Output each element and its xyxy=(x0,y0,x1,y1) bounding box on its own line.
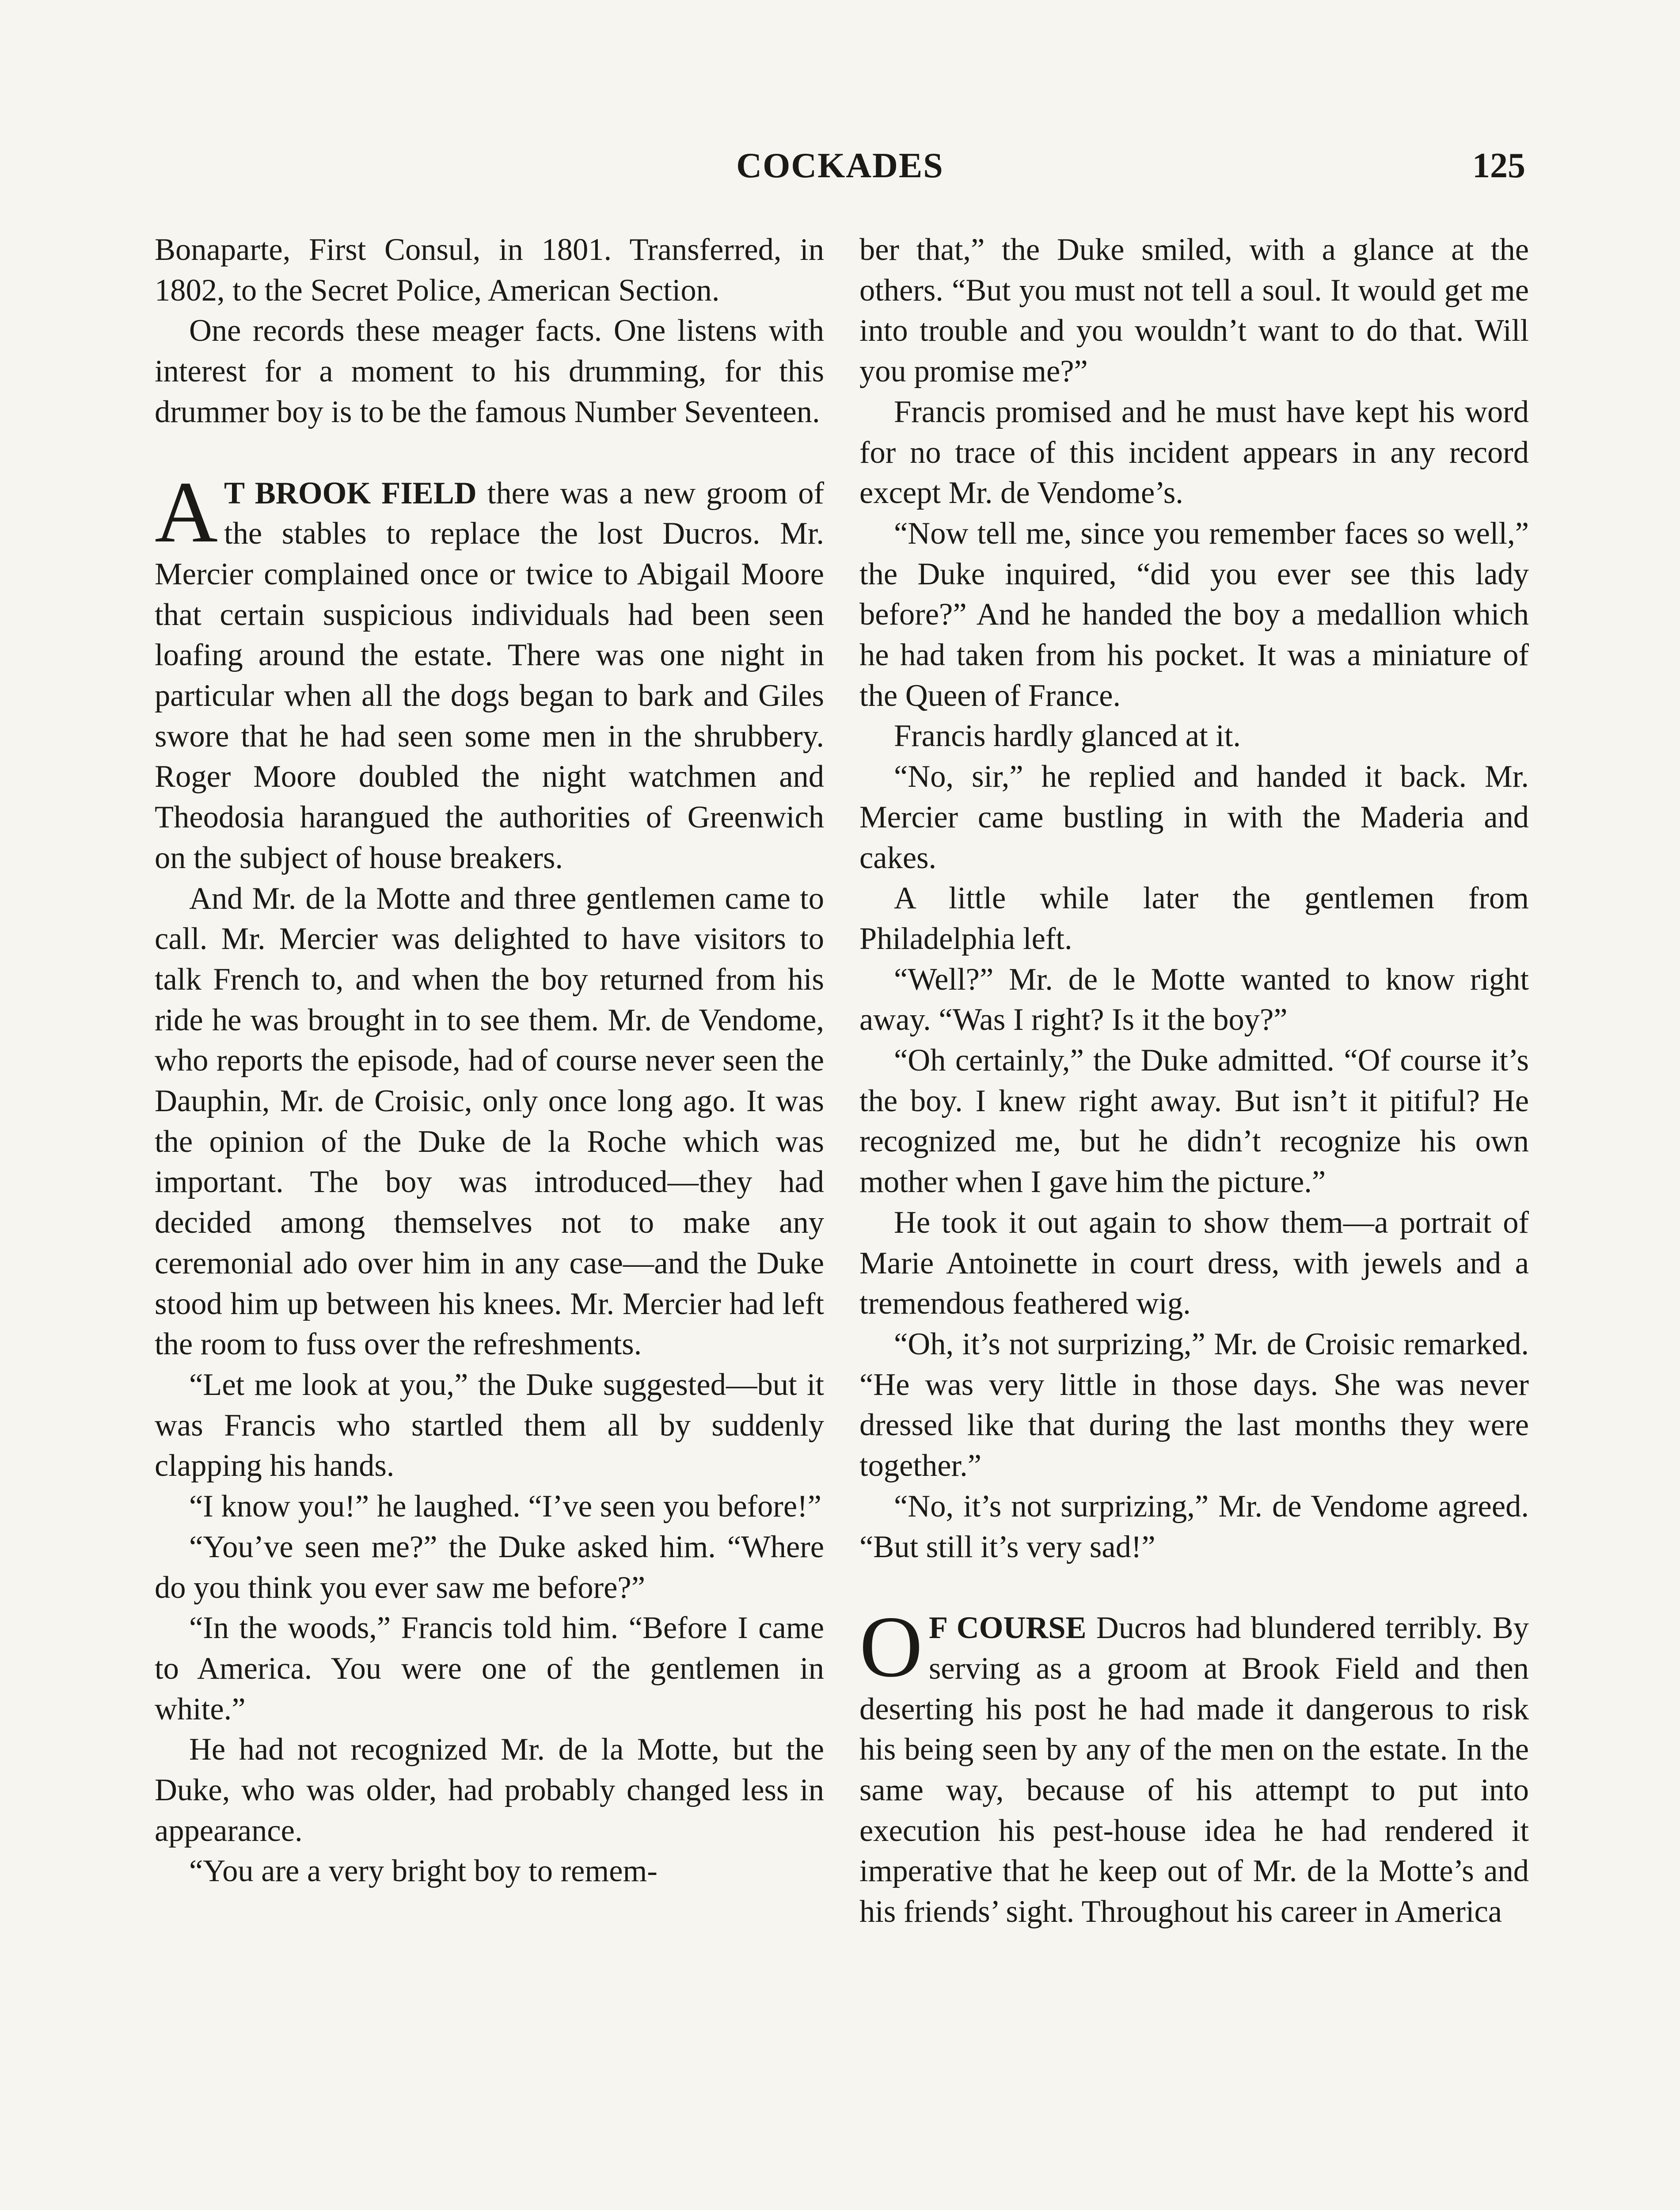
right-column xyxy=(859,230,1529,2210)
page-number: 125 xyxy=(1472,146,1525,185)
paragraph: He took it out again to show them—a portrait of Marie Antoinette in court dress, with jewels and a tremendous feathered wig. xyxy=(859,1205,1529,1321)
paragraph: “Oh, it’s not surprizing,” Mr. de Croisic remarked. “He was very little in those days. She was never dressed like that during the last months they were together.” xyxy=(859,1326,1529,1483)
paragraph: “Well?” Mr. de le Motte wanted to know right away. “Was I right? Is it the boy?” xyxy=(859,962,1529,1037)
paragraph: And Mr. de la Motte and three gentlemen came to call. Mr. Mercier was delighted to have visitors to talk French to, and when the boy returned from his ride he was brought in to see them. Mr. de Vendome, who reports the episode, had of course never seen the Dauphin, Mr. de Croisic, only once long ago. It was the opinion of the Duke de la Roche which was important. The boy was introduced—they had decided among themselves not to make any ceremonial ado over him in any case—and the Duke stood him up between his knees. Mr. Mercier had left the room to fuss over the refreshments. xyxy=(155,881,824,1362)
paragraph: “Now tell me, since you remember faces so well,” the Duke inquired, “did you ever see this lady before?” And he handed the boy a medallion which he had taken from his pocket. It was a miniature of the Queen of France. xyxy=(859,516,1529,713)
paragraph: “You’ve seen me?” the Duke asked him. “Where do you think you ever saw me before?” xyxy=(155,1529,824,1605)
paragraph: “No, sir,” he replied and handed it back. Mr. Mercier came bustling in with the Maderia and cakes. xyxy=(859,759,1529,875)
paragraph: “No, it’s not surprizing,” Mr. de Vendome agreed. “But still it’s very sad!” xyxy=(859,1489,1529,1564)
running-title: COCKADES xyxy=(736,146,944,185)
section-opening-paragraph xyxy=(155,463,825,879)
left-column xyxy=(155,230,824,2210)
text-columns xyxy=(155,230,1529,2210)
paragraph: Francis hardly glanced at it. xyxy=(894,719,1241,754)
drop-cap: A xyxy=(155,463,218,560)
paragraph: “Let me look at you,” the Duke suggested—but it was Francis who startled them all by suddenly clapping his hands. xyxy=(155,1367,824,1483)
section-opening-paragraph xyxy=(859,1598,1529,1932)
paragraph: Bonaparte, First Consul, in 1801. Transferred, in 1802, to the Secret Police, American Section. xyxy=(155,232,824,308)
paragraph: Francis promised and he must have kept his word for no trace of this incident appears in any record except Mr. de Vendome’s. xyxy=(859,394,1529,511)
paragraph: “Oh certainly,” the Duke admitted. “Of course it’s the boy. I knew right away. But isn’t it pitiful? He recognized me, but he didn’t recognize his own mother when I gave him the picture.” xyxy=(859,1043,1529,1200)
drop-cap: O xyxy=(859,1598,923,1696)
paragraph-text: Ducros had blundered terribly. By serving as a groom at Brook Field and then deserting his post he had made it dangerous to risk his being seen by any of the men on the estate. In the same way, because of his attempt to put into execution his pest-house idea he had rendered it imperative that he keep out of Mr. de la Motte’s and his friends’ sight. Throughout his career in America xyxy=(859,1611,1529,1929)
paragraph: ber that,” the Duke smiled, with a glance at the others. “But you must not tell a soul. It would get me into trouble and you wouldn’t want to do that. Will you promise me?” xyxy=(859,232,1529,389)
paragraph: “I know you!” he laughed. “I’ve seen you before!” xyxy=(189,1489,821,1524)
paragraph: One records these meager facts. One listens with interest for a moment to his drumming, for this drummer boy is to be the famous Number Seventeen. xyxy=(155,313,824,429)
running-header xyxy=(155,146,1525,194)
paragraph: “You are a very bright boy to remem- xyxy=(189,1854,658,1889)
paragraph: A little while later the gentlemen from Philadelphia left. xyxy=(859,881,1529,956)
paragraph: He had not recognized Mr. de la Motte, but the Duke, who was older, had probably changed less in appearance. xyxy=(155,1732,824,1848)
paragraph: “In the woods,” Francis told him. “Before I came to America. You were one of the gentlemen in white.” xyxy=(155,1611,824,1726)
small-caps-lead: T BROOK FIELD xyxy=(224,476,477,511)
small-caps-lead: F COURSE xyxy=(929,1611,1087,1646)
paragraph-text: there was a new groom of the stables to replace the lost Ducros. Mr. Mercier complained once or twice to Abigail Moore that certain suspicious individuals had been seen loafing around the estate. There was one night in particular when all the dogs began to bark and Giles swore that he had seen some men in the shrubbery. Roger Moore doubled the night watchmen and Theodosia harangued the authorities of Greenwich on the subject of house breakers. xyxy=(155,476,825,875)
